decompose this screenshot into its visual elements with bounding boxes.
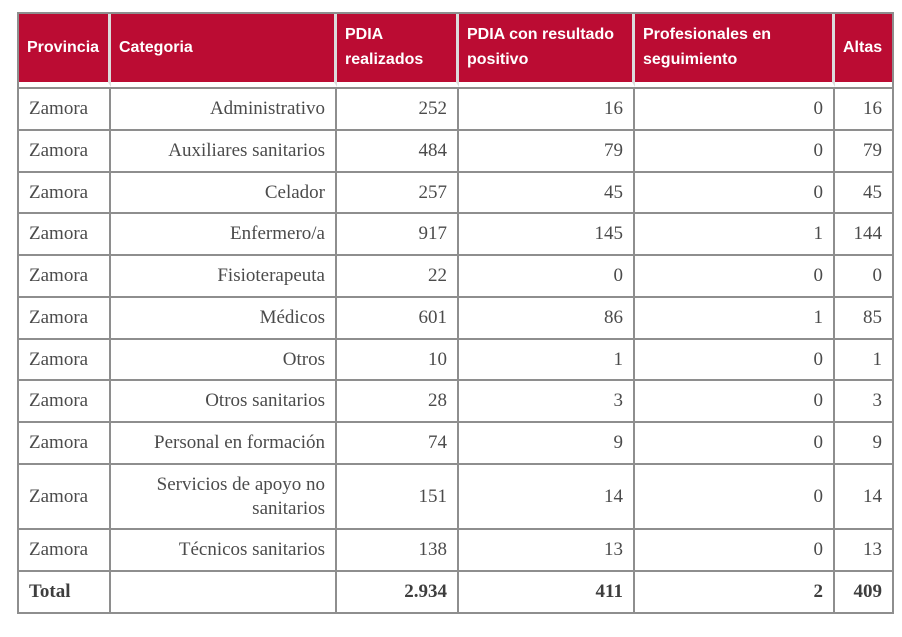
cell-categoria: Enfermero/a [111,214,337,256]
cell-altas: 9 [835,423,892,465]
cell-pdia-realizados: 22 [337,256,459,298]
header-row [19,14,892,87]
cell-provincia: Zamora [19,465,111,531]
cell-categoria: Servicios de apoyo no sanitarios [111,465,337,531]
cell-profesionales-seguimiento: 0 [635,256,835,298]
cell-provincia: Zamora [19,256,111,298]
column-header-pdia-realizados: PDIA realizados [337,14,459,87]
table-row [19,423,892,465]
total-cell-pdia-positivo: 411 [459,572,635,612]
total-cell-profesionales-seguimiento: 2 [635,572,835,612]
cell-categoria: Técnicos sanitarios [111,530,337,572]
table-row [19,530,892,572]
cell-altas: 1 [835,340,892,382]
total-cell-categoria [111,572,337,612]
cell-provincia: Zamora [19,340,111,382]
cell-profesionales-seguimiento: 0 [635,173,835,215]
cell-profesionales-seguimiento: 0 [635,381,835,423]
table-row [19,214,892,256]
cell-altas: 79 [835,131,892,173]
cell-provincia: Zamora [19,214,111,256]
total-row [19,572,892,612]
table-row [19,87,892,131]
cell-pdia-realizados: 484 [337,131,459,173]
total-cell-pdia-realizados: 2.934 [337,572,459,612]
cell-profesionales-seguimiento: 0 [635,131,835,173]
cell-provincia: Zamora [19,423,111,465]
cell-profesionales-seguimiento: 0 [635,423,835,465]
cell-categoria: Otros sanitarios [111,381,337,423]
cell-pdia-realizados: 138 [337,530,459,572]
column-header-profesionales-seguimiento: Profesionales en seguimiento [635,14,835,87]
table-row [19,465,892,531]
total-cell-provincia: Total [19,572,111,612]
cell-pdia-positivo: 79 [459,131,635,173]
cell-pdia-realizados: 74 [337,423,459,465]
cell-categoria: Administrativo [111,87,337,131]
cell-pdia-realizados: 601 [337,298,459,340]
cell-categoria: Fisioterapeuta [111,256,337,298]
table-row [19,340,892,382]
cell-provincia: Zamora [19,298,111,340]
table-row [19,173,892,215]
cell-pdia-positivo: 0 [459,256,635,298]
cell-profesionales-seguimiento: 0 [635,530,835,572]
cell-pdia-positivo: 13 [459,530,635,572]
column-header-altas: Altas [835,14,892,87]
table-row [19,131,892,173]
cell-pdia-realizados: 257 [337,173,459,215]
cell-profesionales-seguimiento: 0 [635,465,835,531]
cell-pdia-positivo: 9 [459,423,635,465]
cell-altas: 0 [835,256,892,298]
table-container [17,12,894,614]
cell-categoria: Celador [111,173,337,215]
cell-pdia-positivo: 3 [459,381,635,423]
cell-categoria: Auxiliares sanitarios [111,131,337,173]
total-cell-altas: 409 [853,581,882,602]
table-row [19,381,892,423]
cell-altas: 85 [835,298,892,340]
cell-pdia-positivo: 1 [459,340,635,382]
cell-profesionales-seguimiento: 0 [635,340,835,382]
data-table [17,12,894,614]
table-row [19,298,892,340]
cell-pdia-realizados: 28 [337,381,459,423]
cell-provincia: Zamora [19,381,111,423]
cell-provincia: Zamora [19,173,111,215]
cell-provincia: Zamora [19,87,111,131]
cell-pdia-positivo: 45 [459,173,635,215]
cell-provincia: Zamora [19,530,111,572]
cell-pdia-realizados: 252 [337,87,459,131]
cell-pdia-realizados: 151 [337,465,459,531]
cell-categoria: Médicos [111,298,337,340]
cell-pdia-positivo: 86 [459,298,635,340]
cell-categoria: Otros [111,340,337,382]
cell-categoria: Personal en formación [111,423,337,465]
cell-altas: 144 [835,214,892,256]
column-header-categoria: Categoria [111,14,337,87]
cell-altas: 45 [835,173,892,215]
table-header [19,14,892,87]
cell-altas: 14 [835,465,892,531]
cell-altas: 13 [835,530,892,572]
cell-altas: 16 [835,87,892,131]
cell-profesionales-seguimiento: 0 [635,87,835,131]
table-body [19,87,892,612]
cell-profesionales-seguimiento: 1 [635,298,835,340]
cell-pdia-positivo: 14 [459,465,635,531]
cell-pdia-positivo: 145 [459,214,635,256]
cell-profesionales-seguimiento: 1 [635,214,835,256]
cell-pdia-realizados: 10 [337,340,459,382]
cell-pdia-positivo: 16 [459,87,635,131]
column-header-provincia: Provincia [19,14,111,87]
column-header-pdia-positivo: PDIA con resultado positivo [459,14,635,87]
cell-altas: 3 [835,381,892,423]
cell-pdia-realizados: 917 [337,214,459,256]
table-row [19,256,892,298]
cell-provincia: Zamora [19,131,111,173]
